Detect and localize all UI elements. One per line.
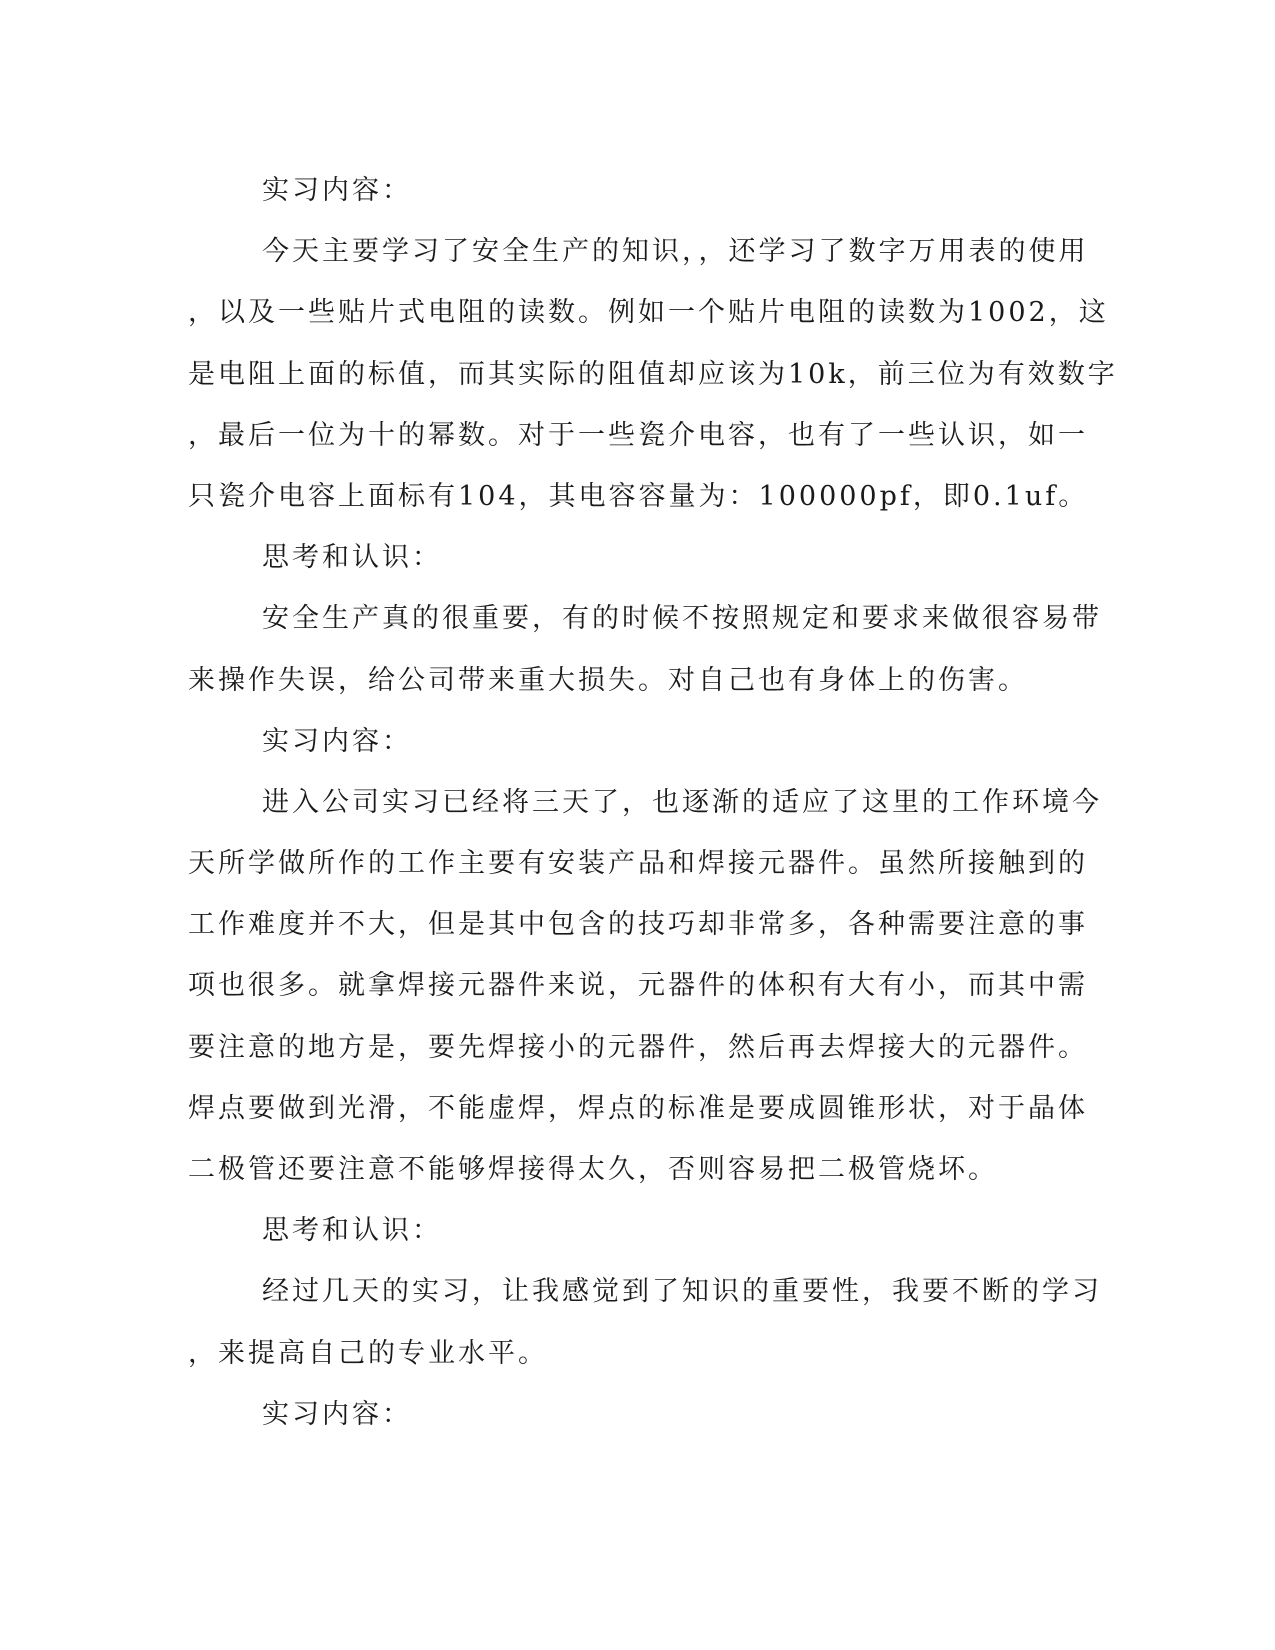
paragraph-line: 安全生产真的很重要，有的时候不按照规定和要求来做很容易带: [262, 603, 1102, 635]
paragraph-line: 工作难度并不大，但是其中包含的技巧却非常多，各种需要注意的事: [188, 909, 1088, 941]
paragraph-line: 进入公司实习已经将三天了，也逐渐的适应了这里的工作环境今: [262, 786, 1102, 818]
paragraph-line: ，最后一位为十的幂数。对于一些瓷介电容，也有了一些认识，如一: [188, 419, 1088, 451]
paragraph-line: 焊点要做到光滑，不能虚焊，焊点的标准是要成圆锥形状，对于晶体: [188, 1092, 1088, 1124]
paragraph-line: 今天主要学习了安全生产的知识，，还学习了数字万用表的使用: [262, 236, 1089, 268]
heading-line: 思考和认识：: [262, 1215, 442, 1247]
paragraph-line: ，以及一些贴片式电阻的读数。例如一个贴片电阻的读数为1002，这: [188, 297, 1109, 329]
heading-line: 实习内容：: [262, 175, 412, 206]
heading-line: 实习内容：: [262, 725, 412, 757]
paragraph-line: 项也很多。就拿焊接元器件来说，元器件的体积有大有小，而其中需: [188, 970, 1088, 1002]
document-body: [188, 160, 1118, 1445]
heading-line: 思考和认识：: [262, 542, 442, 574]
paragraph-line: ，来提高自己的专业水平。: [188, 1337, 548, 1369]
paragraph-line: 经过几天的实习，让我感觉到了知识的重要性，我要不断的学习: [262, 1276, 1102, 1308]
heading-line: 实习内容：: [262, 1398, 412, 1430]
paragraph-line: 要注意的地方是，要先焊接小的元器件，然后再去焊接大的元器件。: [188, 1031, 1088, 1063]
paragraph-line: 二极管还要注意不能够焊接得太久，否则容易把二极管烧坏。: [188, 1154, 998, 1185]
paragraph-line: 是电阻上面的标值，而其实际的阻值却应该为10k，前三位为有效数字: [188, 358, 1118, 390]
paragraph-line: 来操作失误，给公司带来重大损失。对自己也有身体上的伤害。: [188, 664, 1028, 696]
paragraph-line: 天所学做所作的工作主要有安装产品和焊接元器件。虽然所接触到的: [188, 848, 1088, 880]
paragraph-line: 只瓷介电容上面标有104，其电容容量为：100000pf，即0.1uf。: [188, 480, 1089, 512]
